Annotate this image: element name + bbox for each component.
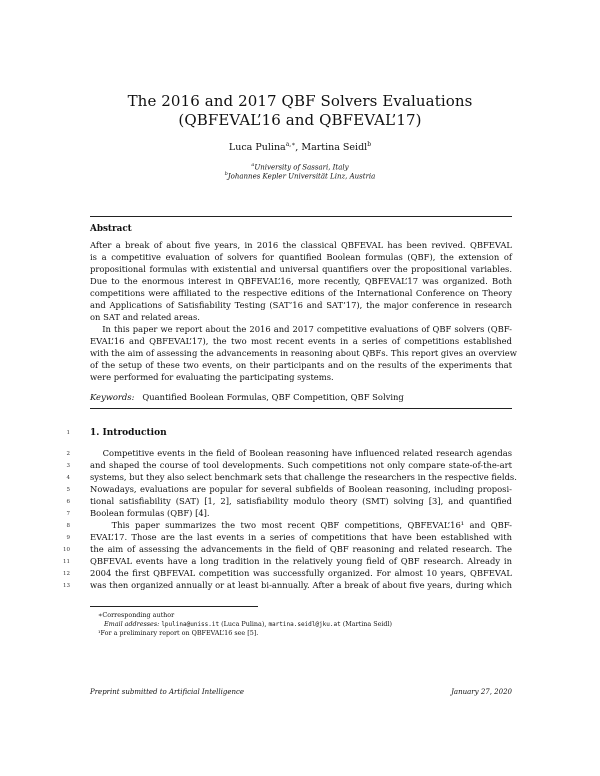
body-line: systems, but they also select benchmark sets that challenge the researchers in the respective fields. xyxy=(90,472,517,482)
body-line: Boolean formulas (QBF) [4]. xyxy=(90,508,210,518)
footnote-1: ¹For a preliminary report on QBFEVAL’16 see [5]. xyxy=(98,629,259,637)
abstract-line: with the aim of assessing the advancements in reasoning about QBFs. This report gives an overview xyxy=(90,348,517,358)
abstract-line: EVAL’16 and QBFEVAL’17), the two most recent events in a series of competitions established xyxy=(90,336,512,346)
keywords-label: Keywords: xyxy=(90,392,135,402)
email-link-2[interactable]: martina.seidl@jku.at xyxy=(268,621,341,628)
line-number: 9 xyxy=(66,535,70,541)
abstract-line: Due to the enormous interest in QBFEVAL’16, more recently, QBFEVAL’17 was organized. Both xyxy=(90,276,512,286)
author-2-marks: b xyxy=(367,141,372,148)
abstract-line: competitions were affiliated to the respective editions of the International Conference on Theory xyxy=(90,288,512,298)
line-number: 2 xyxy=(66,451,70,457)
body-line: Nowadays, evaluations are popular for several subfields of Boolean reasoning, including proposi- xyxy=(90,484,512,494)
abstract-line: After a break of about five years, in 2016 the classical QBFEVAL has been revived. QBFEVAL xyxy=(90,240,512,250)
email-owner-2: (Martina Seidl) xyxy=(342,620,393,628)
author-list xyxy=(60,141,540,153)
keywords-text: Quantified Boolean Formulas, QBF Competition, QBF Solving xyxy=(142,392,404,402)
line-number: 5 xyxy=(66,487,70,493)
footer-date: January 27, 2020 xyxy=(451,688,512,696)
body-line: This paper summarizes the two most recent QBF competitions, QBFEVAL’16¹ and QBF- xyxy=(90,520,512,530)
author-name-1: Luca Pulina xyxy=(228,142,286,154)
abstract-top-rule xyxy=(90,216,512,217)
abstract-heading: Abstract xyxy=(90,224,132,234)
body-line: QBFEVAL events have a long tradition in the relatively young field of QBF research. Already in xyxy=(90,556,512,566)
body-line: Competitive events in the field of Boolean reasoning have influenced related research agendas xyxy=(90,448,512,458)
abstract-line: and Applications of Satisfiability Testing (SAT’16 and SAT’17), the major conference in research xyxy=(90,300,512,310)
keywords xyxy=(90,392,404,402)
abstract-line: propositional formulas with existential and universal quantifiers over the propositional variables. xyxy=(90,264,512,274)
affiliation-mark: b xyxy=(224,171,228,177)
abstract-line: on SAT and related areas. xyxy=(90,312,200,322)
line-number: 13 xyxy=(63,583,70,589)
body-line: EVAL’17. Those are the last events in a series of competitions that have been established with xyxy=(90,532,512,542)
paper-title-line-1: The 2016 and 2017 QBF Solvers Evaluations xyxy=(127,92,473,110)
body-line: was then organized annually or at least bi-annually. After a break of about five years, during which xyxy=(90,580,512,590)
abstract-line: In this paper we report about the 2016 and 2017 competitive evaluations of QBF solvers (QBF- xyxy=(90,324,512,334)
abstract-line: is a competitive evaluation of solvers for quantified Boolean formulas (QBF), the extension of xyxy=(90,252,512,262)
affiliation-a xyxy=(60,162,540,171)
email-owner-1: (Luca Pulina), xyxy=(221,620,267,628)
footnote-rule xyxy=(90,606,258,607)
abstract-bottom-rule xyxy=(90,408,512,409)
line-number: 6 xyxy=(66,499,70,505)
author-1-marks: a,∗ xyxy=(285,141,296,148)
footer-preprint-note: Preprint submitted to Artificial Intelligence xyxy=(90,688,245,696)
line-number: 8 xyxy=(66,523,70,529)
section-heading-introduction: 1. Introduction xyxy=(90,428,167,438)
affiliation-name: University of Sassari, Italy xyxy=(254,163,349,172)
line-number: 10 xyxy=(63,547,70,553)
body-line: 2004 the first QBFEVAL competition was successfully organized. For almost 10 years, QBFEVAL xyxy=(90,568,512,578)
body-line: the aim of assessing the advancements in the field of QBF reasoning and related research. The xyxy=(90,544,512,554)
line-number: 3 xyxy=(66,463,70,469)
abstract-line: of the setup of these two events, on their participants and on the results of the experiments that xyxy=(90,360,512,370)
footnote-emails xyxy=(104,620,392,628)
footnote-corresponding: ∗Corresponding author xyxy=(98,611,175,619)
body-line: and shaped the course of tool developments. Such competitions not only compare state-of-the-art xyxy=(90,460,512,470)
email-link-1[interactable]: lpulina@uniss.it xyxy=(161,621,220,628)
abstract-line: were performed for evaluating the participating systems. xyxy=(90,372,334,382)
affiliation-b xyxy=(60,171,540,180)
body-line: tional satisfiability (SAT) [1, 2], satisfiability modulo theory (SMT) solving [3], and quantified xyxy=(90,496,512,506)
line-number: 12 xyxy=(63,571,70,577)
affiliation-name: Johannes Kepler Universität Linz, Austria xyxy=(227,172,376,181)
line-number: 11 xyxy=(63,559,70,565)
email-label: Email addresses: xyxy=(104,620,160,628)
paper-title-line-2: (QBFEVAL’16 and QBFEVAL’17) xyxy=(178,111,422,129)
line-number: 1 xyxy=(66,430,70,436)
author-separator: , Martina Seidl xyxy=(295,142,368,154)
line-number: 7 xyxy=(66,511,70,517)
line-number: 4 xyxy=(66,475,70,481)
affiliation-mark: a xyxy=(251,162,255,168)
